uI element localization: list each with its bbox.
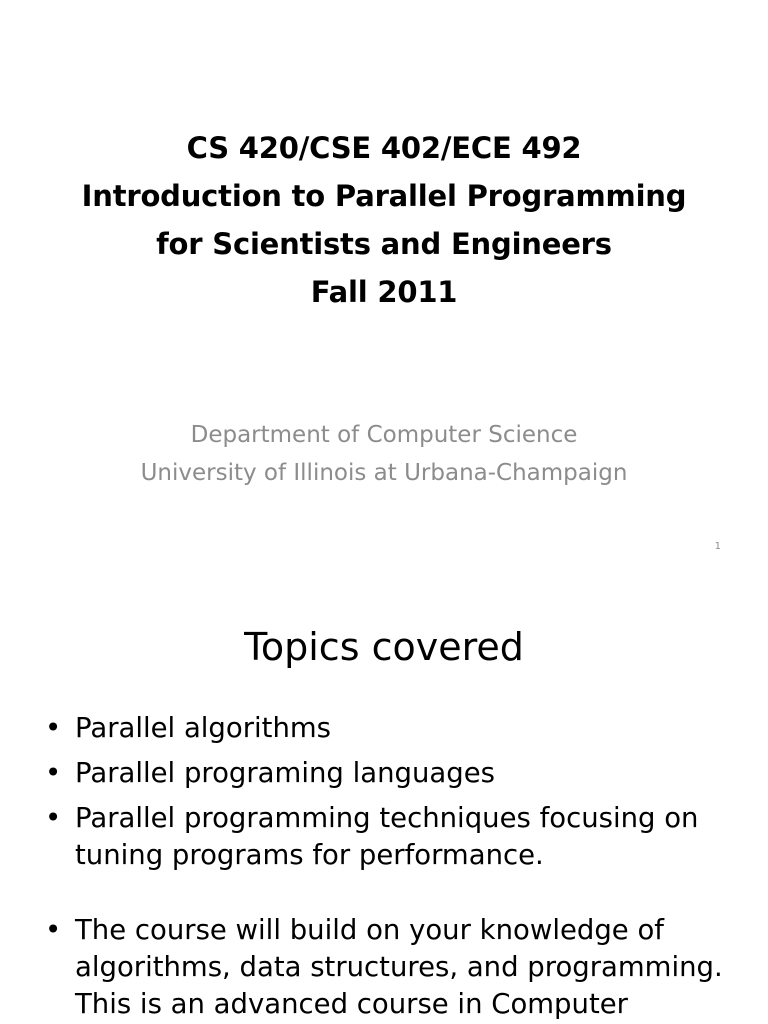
- bullet-icon: •: [45, 802, 62, 834]
- slide-number: 1: [714, 541, 721, 552]
- slide-2: [0, 576, 768, 1024]
- course-title: Introduction to Parallel Programming: [81, 179, 687, 213]
- course-codes: CS 420/CSE 402/ECE 492: [186, 131, 582, 165]
- bullet-text: The course will build on your knowledge of algorithms, data structures, and programming. This is an advanced course in Computer: [75, 914, 723, 1020]
- list-item: [45, 755, 745, 792]
- bullet-text: Parallel programing languages: [75, 757, 495, 789]
- course-title-cont: for Scientists and Engineers: [156, 227, 612, 261]
- slide-subtitle: [0, 416, 768, 492]
- bullet-icon: •: [45, 757, 62, 789]
- list-item: [45, 912, 745, 1023]
- list-item: [45, 710, 745, 747]
- course-term: Fall 2011: [310, 275, 458, 309]
- department: Department of Computer Science: [190, 422, 578, 448]
- list-item: [45, 800, 745, 874]
- slide-title: [0, 124, 768, 316]
- university: University of Illinois at Urbana-Champaign: [140, 460, 628, 486]
- bullet-text: Parallel programming techniques focusing on tuning programs for performance.: [75, 802, 699, 871]
- topics-title: Topics covered: [244, 625, 524, 669]
- topics-list: [45, 710, 745, 1023]
- bullet-icon: •: [45, 712, 62, 744]
- bullet-icon: •: [45, 914, 62, 946]
- bullet-text: Parallel algorithms: [75, 712, 331, 744]
